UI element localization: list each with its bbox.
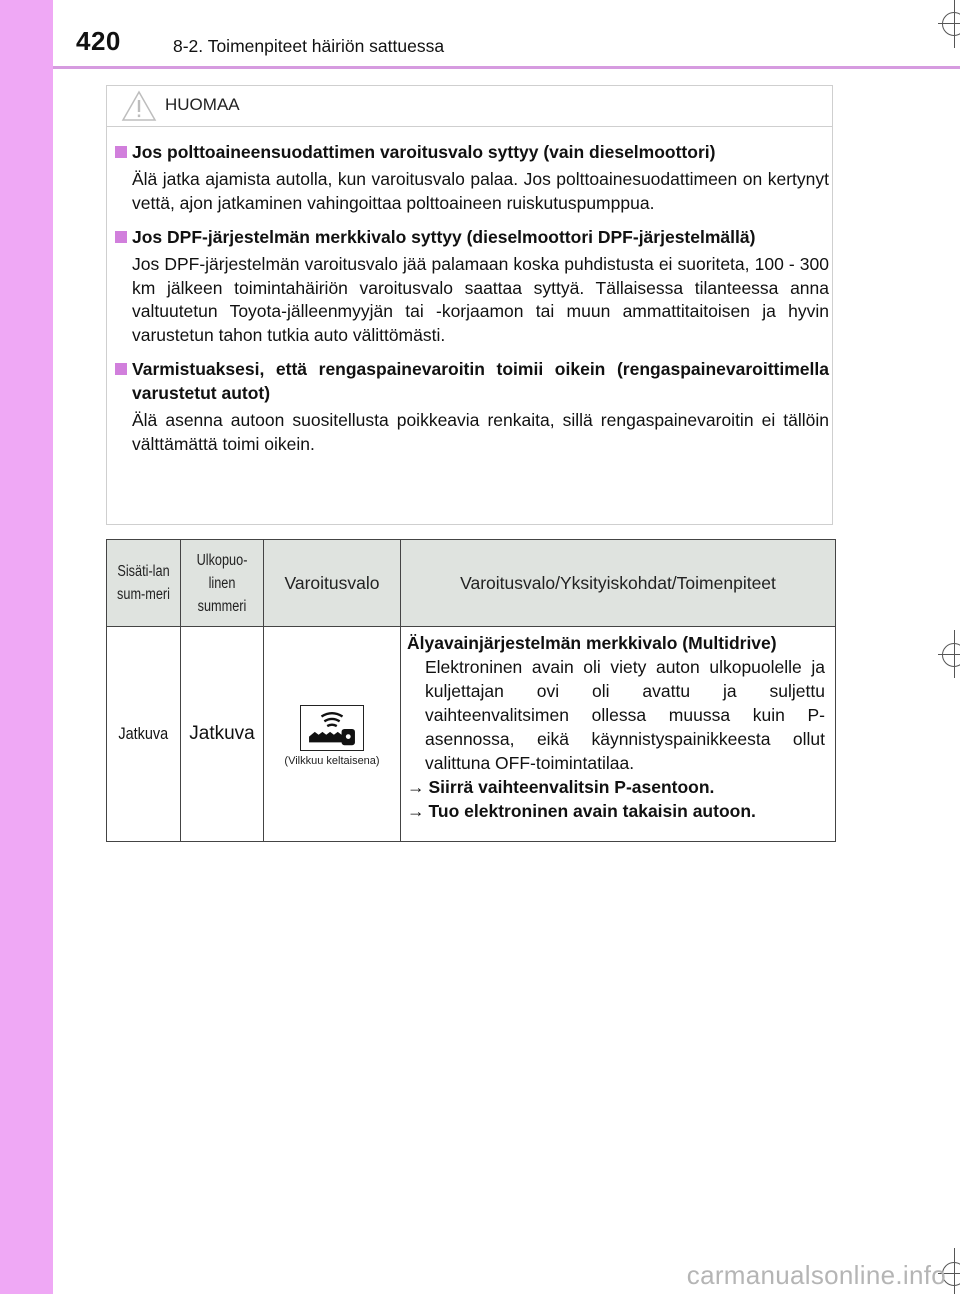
header-exterior-buzzer: Ulkopuo-linen summeri xyxy=(181,540,264,627)
table-header-row xyxy=(107,540,836,627)
notice-item-heading: Varmistuaksesi, että rengaspainevaroitin toimii oikein (rengaspainevaroittimella varustetut autot) xyxy=(132,359,829,403)
notice-item-text: Jos DPF-järjestelmän varoitusvalo jää palamaan koska puhdistusta ei suoriteta, 100 - 300 km jälkeen toimintahäiriön varoitusvalo saattaa syttyä. Tällaisessa tilanteessa anna valtuutetun Toyota-jälleenmyyjän tai -korjaamon tai muun ammattitaitoisen ja hyvin varustetun tahon tutkia auto välittömästi. xyxy=(132,254,829,345)
notice-title: HUOMAA xyxy=(165,95,240,114)
chapter-side-tab xyxy=(0,0,53,1294)
arrow-right-icon: → xyxy=(407,801,425,821)
details-text: Elektroninen avain oli viety auton ulkopuolelle ja kuljettajan ovi oli avattu ja suljettu vaihteenvalitsimen ollessa muussa kuin P-asennossa, eikä käynnistyspainikkeesta ollut valittuna OFF-toimintatilaa. xyxy=(425,657,825,773)
table-row xyxy=(107,627,836,842)
notice-box xyxy=(106,85,833,525)
header-details: Varoitusvalo/Yksityiskohdat/Toimenpiteet xyxy=(401,540,836,627)
section-title: 8-2. Toimenpiteet häiriön sattuessa xyxy=(173,36,445,56)
notice-item xyxy=(115,140,829,215)
notice-header xyxy=(107,86,832,127)
square-bullet-icon xyxy=(115,231,127,243)
crop-mark-top-right xyxy=(930,0,960,50)
warning-table xyxy=(106,539,836,842)
warning-triangle-icon xyxy=(121,90,157,122)
notice-item xyxy=(115,357,829,456)
icon-caption: (Vilkkuu keltaisena) xyxy=(284,755,380,767)
details-title: Älyavainjärjestelmän merkkivalo (Multidrive) xyxy=(407,633,777,653)
cell-interior-buzzer: Jatkuva xyxy=(107,627,181,842)
square-bullet-icon xyxy=(115,363,127,375)
header-warning-light: Varoitusvalo xyxy=(264,540,401,627)
cell-exterior-buzzer: Jatkuva xyxy=(181,627,264,842)
notice-item xyxy=(115,225,829,347)
watermark[interactable]: carmanualsonline.info xyxy=(686,1260,946,1290)
page-number: 420 xyxy=(76,26,121,56)
header-interior-buzzer: Sisäti-lan sum-meri xyxy=(107,540,181,627)
notice-item-text: Älä jatka ajamista autolla, kun varoitusvalo palaa. Jos polttoainesuodattimeen on kertynyt vettä, ajon jatkaminen vahingoittaa polttoaineen ruiskutuspumppua. xyxy=(132,169,829,213)
notice-item-heading: Jos polttoaineensuodattimen varoitusvalo syttyy (vain dieselmoottori) xyxy=(132,142,716,162)
notice-body xyxy=(115,140,829,466)
arrow-right-icon: → xyxy=(407,777,425,797)
smart-key-icon xyxy=(300,705,364,751)
action-item: → Siirrä vaihteenvalitsin P-asentoon. xyxy=(407,777,715,797)
notice-item-heading: Jos DPF-järjestelmän merkkivalo syttyy (dieselmoottori DPF-järjestelmällä) xyxy=(132,227,756,247)
header-rule xyxy=(53,66,960,69)
notice-item-text: Älä asenna autoon suositellusta poikkeavia renkaita, sillä rengaspainevaroitin ei tällöin välttämättä toimi oikein. xyxy=(132,410,829,454)
cell-warning-light xyxy=(264,627,401,842)
cell-details xyxy=(401,627,836,842)
square-bullet-icon xyxy=(115,146,127,158)
action-item: → Tuo elektroninen avain takaisin autoon. xyxy=(407,801,756,821)
crop-mark-mid-right xyxy=(930,630,960,680)
